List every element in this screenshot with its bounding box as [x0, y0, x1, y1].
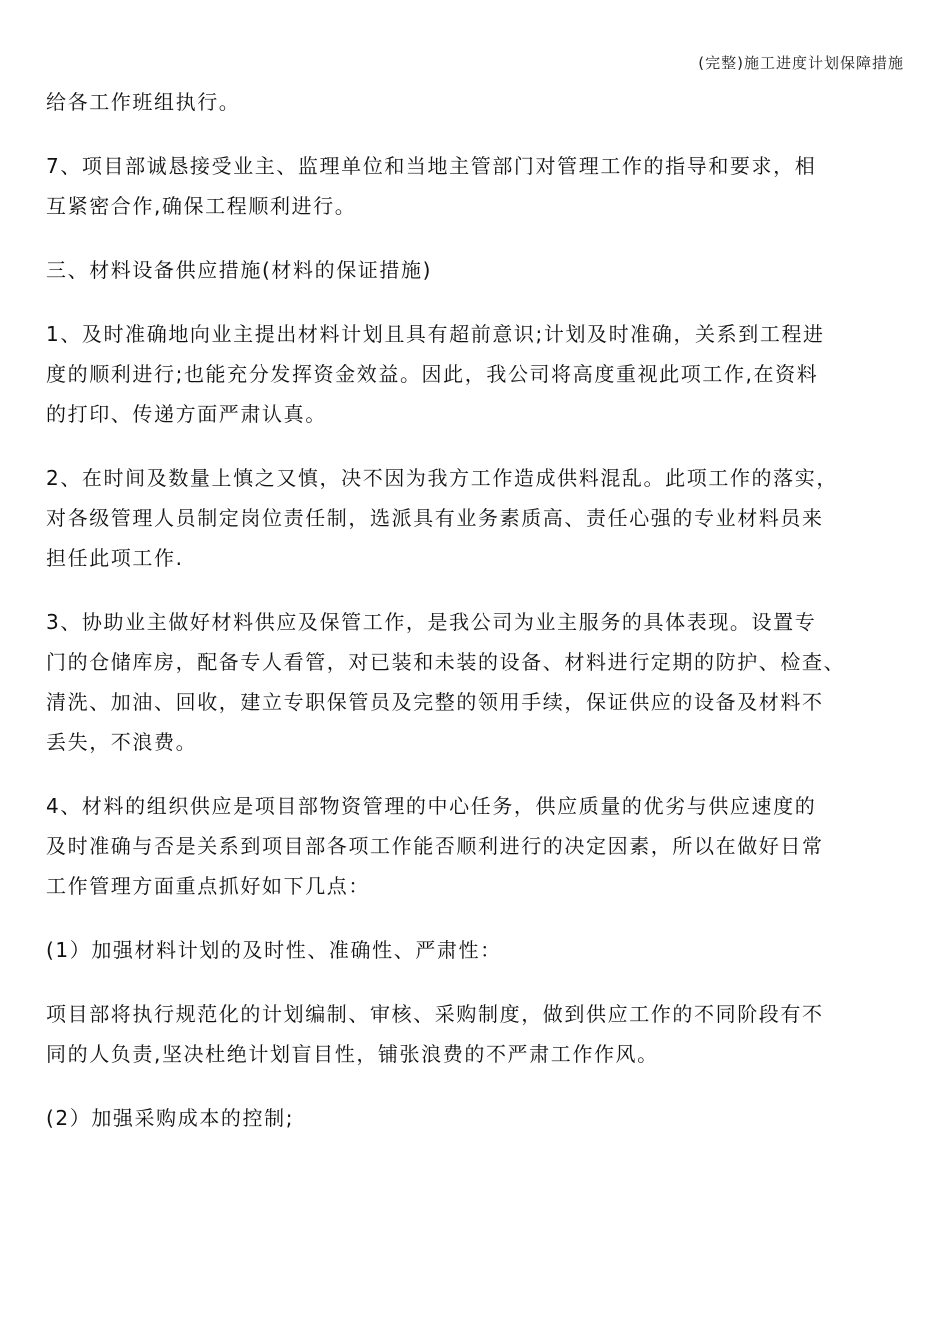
text-line: 1、及时准确地向业主提出材料计划且具有超前意识;计划及时准确，关系到工程进 [46, 322, 825, 346]
paragraph-item-3 [46, 602, 908, 762]
text-line: 同的人负责,坚决杜绝计划盲目性，铺张浪费的不严肃工作作风。 [46, 1042, 659, 1066]
paragraph-item-1 [46, 314, 908, 434]
text-line: 丢失，不浪费。 [46, 730, 198, 754]
text-line: 担任此项工作. [46, 546, 184, 570]
text-line: 门的仓储库房，配备专人看管，对已装和未装的设备、材料进行定期的防护、检查、 [46, 650, 846, 674]
text-line: 的打印、传递方面严肃认真。 [46, 402, 327, 426]
text-line: 4、材料的组织供应是项目部物资管理的中心任务，供应质量的优劣与供应速度的 [46, 794, 817, 818]
text-line: 互紧密合作,确保工程顺利进行。 [46, 194, 357, 218]
text-line: 项目部将执行规范化的计划编制、审核、采购制度，做到供应工作的不同阶段有不 [46, 1002, 824, 1026]
paragraph-item-2 [46, 458, 908, 578]
paragraph-item-4 [46, 786, 908, 906]
document-body [46, 82, 908, 1138]
subheading-1 [46, 930, 908, 970]
text-line: 度的顺利进行;也能充分发挥资金效益。因此，我公司将高度重视此项工作,在资料 [46, 362, 819, 386]
text-line: (1）加强材料计划的及时性、准确性、严肃性： [46, 938, 502, 962]
text-line: 7、项目部诚恳接受业主、监理单位和当地主管部门对管理工作的指导和要求，相 [46, 154, 817, 178]
paragraph-item-7 [46, 146, 908, 226]
text-line: (2）加强采购成本的控制; [46, 1106, 295, 1130]
text-line: 3、协助业主做好材料供应及保管工作，是我公司为业主服务的具体表现。设置专 [46, 610, 817, 634]
text-line: 对各级管理人员制定岗位责任制，选派具有业务素质高、责任心强的专业材料员来 [46, 506, 824, 530]
text-line: 三、材料设备供应措施(材料的保证措施) [46, 258, 433, 282]
paragraph-continuation [46, 82, 908, 122]
running-header: (完整)施工进度计划保障措施 [698, 54, 904, 72]
text-line: 清洗、加油、回收，建立专职保管员及完整的领用手续，保证供应的设备及材料不 [46, 690, 824, 714]
section-heading [46, 250, 908, 290]
text-line: 工作管理方面重点抓好如下几点： [46, 874, 370, 898]
text-line: 2、在时间及数量上慎之又慎，决不因为我方工作造成供料混乱。此项工作的落实， [46, 466, 838, 490]
paragraph-plan [46, 994, 908, 1074]
subheading-2 [46, 1098, 908, 1138]
text-line: 及时准确与否是关系到项目部各项工作能否顺利进行的决定因素，所以在做好日常 [46, 834, 824, 858]
text-line: 给各工作班组执行。 [46, 90, 241, 114]
